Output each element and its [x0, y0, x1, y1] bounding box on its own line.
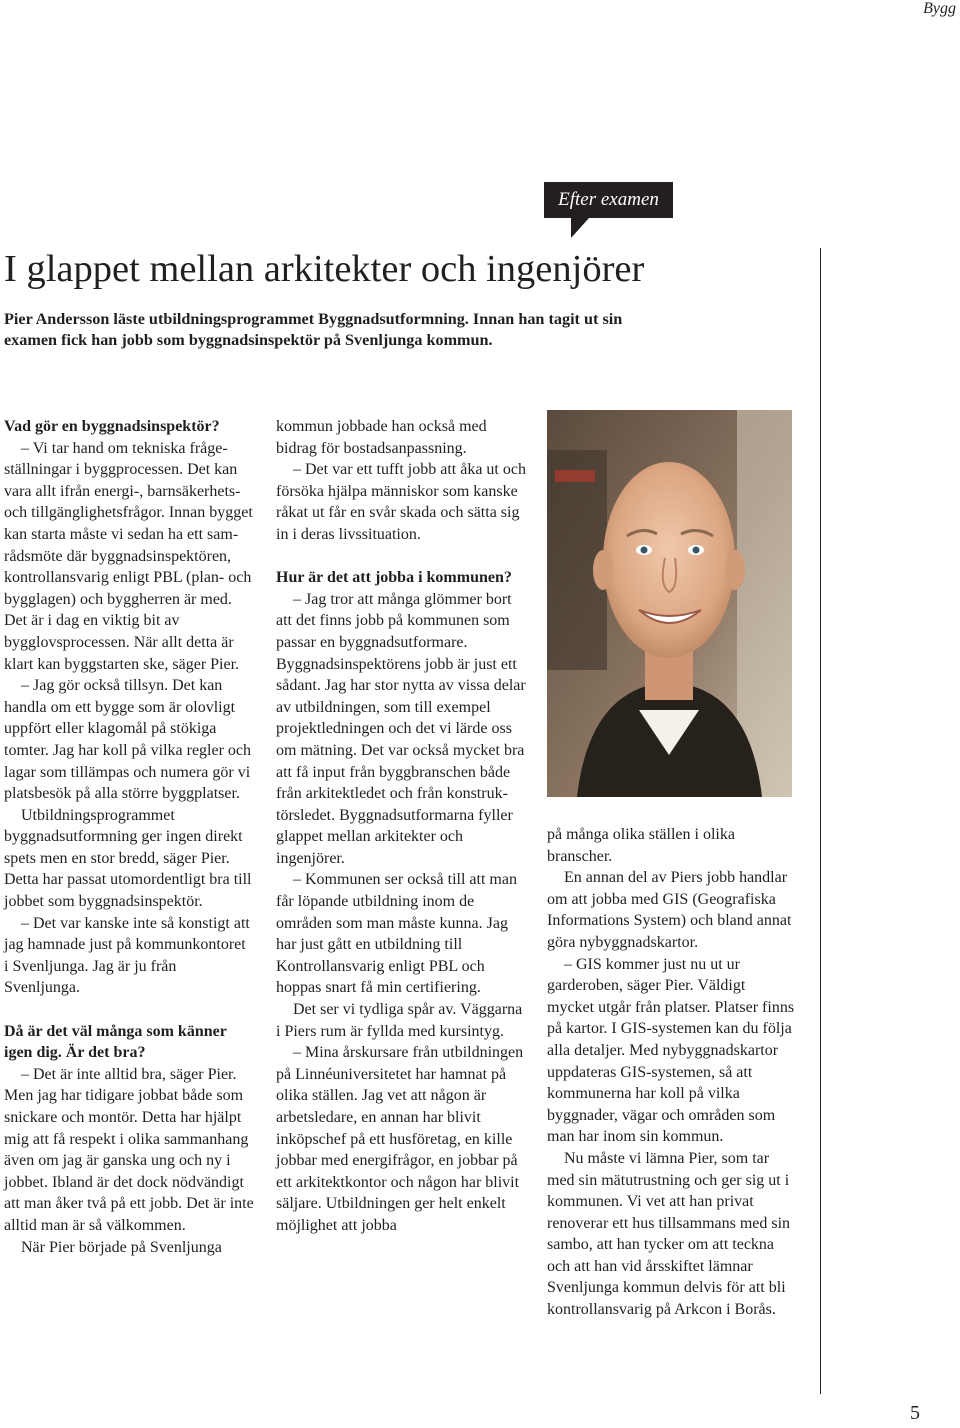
text-column-2	[276, 416, 526, 1237]
paragraph: – Jag gör också tillsyn. Det kan handla om ett bygge som är olovligt uppfört eller klagomål på stökiga tomter. Jag har koll på vilka regler och lagar som tillämpas och numera gör vi platsbesök på alla större byggplatser.	[4, 677, 252, 803]
text-column-3	[547, 824, 795, 1321]
text-column-1	[4, 416, 254, 1258]
page-number: 5	[910, 1402, 920, 1424]
portrait-image	[547, 410, 792, 797]
section-label: Bygg	[923, 0, 956, 17]
question-heading: Hur är det att jobba i kommunen?	[276, 569, 512, 587]
article-lede: Pier Andersson läste utbildningsprogrammet Byggnadsutformning. Innan han tagit ut sin examen fick han jobb som byggnadsinspektör på Svenljunga kommun.	[4, 310, 623, 349]
paragraph: – Det var ett tufft jobb att åka ut och försöka hjälpa människor som kanske råkat ut får en svår skada och sätta sig in i deras livssituation.	[276, 461, 526, 543]
paragraph: – Vi tar hand om tekniska frågeställningar i byggprocessen. Det kan vara allt ifrån energi-, barnsäkerhets- och tillgänglighetsfrågor. Innan bygget kan starta måste vi sedan ha ett samrådsmöte där byggnadsinspektören, kontrollansvarig enligt PBL (plan- och bygglagen) och byggherren är med. Det är i dag en viktig bit av bygglovsprocessen. När allt detta är klart kan byggstarten ske, säger Pier.	[4, 439, 253, 673]
paragraph: kommun jobbade han också med bidrag för bostadsanpassning.	[276, 418, 487, 457]
paragraph: – GIS kommer just nu ut ur garderoben, säger Pier. Väldigt mycket utgår från platser. Platser finns på kartor. I GIS-systemen kan du följa alla detaljer. Med nybyggnadskartor uppdateras GIS-systemen, så att kommunerna har koll på vilka byggnader, vägar och områden som man har inom sin kommun.	[547, 955, 795, 1146]
paragraph: Det ser vi tydliga spår av. Väggarna i Piers rum är fyllda med kursintyg.	[276, 1001, 523, 1040]
paragraph: – Det var kanske inte så konstigt att jag hamnade just på kommunkontoret i Svenljunga. Jag är ju från Svenljunga.	[4, 914, 250, 997]
tag-pointer	[571, 218, 589, 238]
paragraph: När Pier började på Svenljunga	[21, 1238, 222, 1256]
vertical-rule	[820, 248, 821, 1394]
question-heading: Vad gör en byggnadsinspektör?	[4, 418, 220, 435]
paragraph: – Kommunen ser också till att man får löpande utbildning inom de områden som man måste kunna. Jag har just gått en utbildning till Kontrollansvarig enligt PBL och hoppas snart få min certifiering.	[276, 871, 517, 997]
paragraph: – Det är inte alltid bra, säger Pier. Men jag har tidigare jobbat både som snickare och montör. Detta har hjälpt mig att få respekt i olika sammanhang även om jag är ganska ung och ny i jobbet. Ibland är det dock nödvändigt att man åker två på ett jobb. Det är inte alltid man är så välkommen.	[4, 1065, 254, 1234]
paragraph: Nu måste vi lämna Pier, som tar med sin mätutrustning och ger sig ut i kommunen. Vi vet att han privat renoverar ett hus tillsammans med sin sambo, att han tycker om att teckna och att han vid årsskiftet lämnar Svenljunga kommun delvis för att bli kontrollansvarig på Arkcon i Borås.	[547, 1149, 791, 1319]
question-heading: Då är det väl många som känner igen dig. Är det bra?	[4, 1022, 227, 1062]
paragraph: – Mina årskursare från utbildningen på Linnéuniversitetet har hamnat på olika ställen. Jag vet att någon är arbetsledare, en annan har blivit inköpschef på ett husföretag, en kille jobbar med energifrågor, en jobbar på ett arkitektkontor och någon har blivit säljare. Utbildningen ger helt enkelt möjlighet att jobba	[276, 1044, 524, 1234]
paragraph: En annan del av Piers jobb handlar om att jobba med GIS (Geografiska Informations System) och bland annat göra nybyggnadskartor.	[547, 869, 792, 951]
column-tag: Efter examen	[544, 182, 673, 218]
paragraph: Utbildningsprogrammet byggnadsutformning ger ingen direkt spets men en stor bredd, säger Pier. Detta har passat utomordentligt bra till jobbet som byggnadsinspektör.	[4, 806, 252, 911]
paragraph: – Jag tror att många glömmer bort att det finns jobb på kommunen som passar en byggnadsutformare. Byggnadsinspektörens jobb är just ett sådant. Jag har stor nytta av vissa delar av utbildningen, som till exempel projektledningen och det vi lärde oss om mätning. Det var också mycket bra att få input från byggbranschen både från arkitektledet och från konstruktörsledet. Byggnadsutformarna fyller glappet mellan arkitekter och ingenjörer.	[276, 590, 526, 867]
article-title: I glappet mellan arkitekter och ingenjörer	[4, 248, 645, 290]
paragraph: på många olika ställen i olika branscher.	[547, 826, 735, 865]
portrait-photo	[547, 410, 792, 797]
